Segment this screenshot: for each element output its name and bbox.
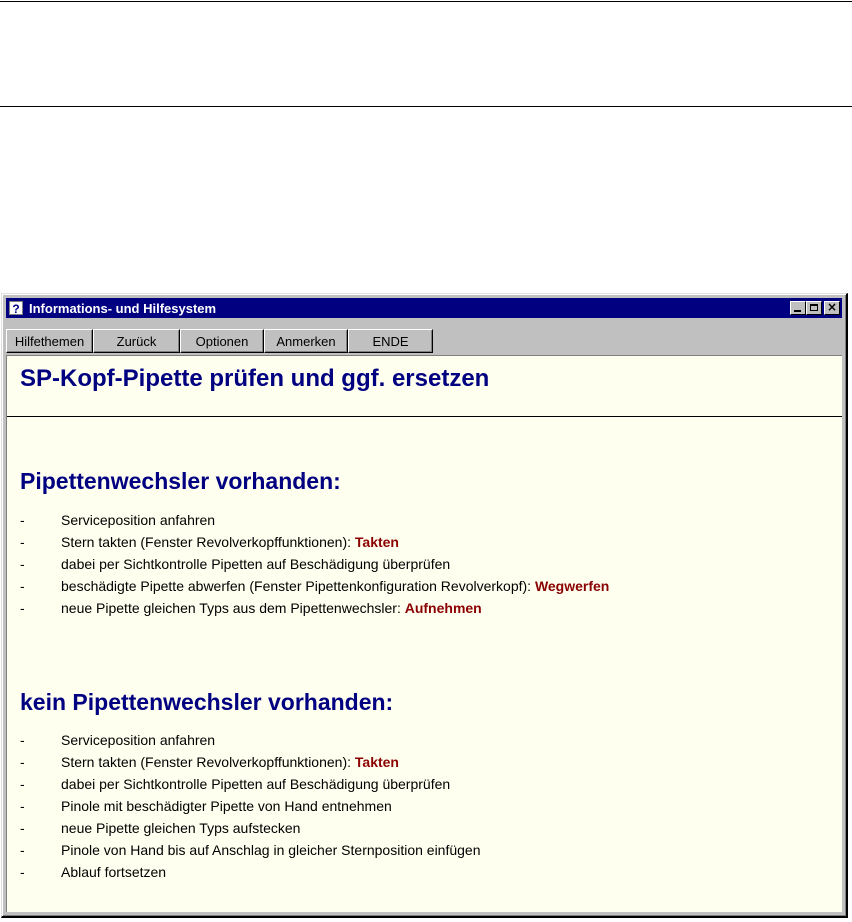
list-item: - Serviceposition anfahren	[20, 512, 216, 528]
section-title-without-changer: kein Pipettenwechsler vorhanden:	[20, 689, 394, 715]
list-item: - Stern takten (Fenster Revolverkopffunktionen): Takten	[20, 754, 399, 770]
menu-ende-button[interactable]: ENDE	[348, 329, 433, 353]
maximize-button[interactable]	[806, 301, 822, 315]
action-label-takten: Takten	[354, 754, 399, 770]
window-title: Informations- und Hilfesystem	[29, 300, 217, 316]
heading-area	[7, 356, 842, 417]
menu-optionen-button[interactable]: Optionen	[180, 329, 264, 353]
list-item: - Serviceposition anfahren	[20, 732, 216, 748]
list-item: - Stern takten (Fenster Revolverkopffunktionen): Takten	[20, 534, 399, 550]
section-title-with-changer: Pipettenwechsler vorhanden:	[20, 468, 341, 494]
window-controls	[790, 301, 840, 315]
action-label-wegwerfen: Wegwerfen	[534, 578, 610, 594]
page-title: SP-Kopf-Pipette prüfen und ggf. ersetzen	[20, 365, 490, 392]
minimize-icon	[794, 310, 801, 312]
steps-list-with-changer	[20, 509, 609, 619]
help-content[interactable]	[6, 355, 842, 912]
action-label-takten: Takten	[354, 534, 399, 550]
list-item: - Ablauf fortsetzen	[20, 864, 167, 880]
list-item: - neue Pipette gleichen Typs aus dem Pipettenwechsler: Aufnehmen	[20, 600, 482, 616]
bottom-divider	[0, 106, 852, 107]
menu-zurueck-button[interactable]: Zurück	[93, 329, 180, 353]
list-item: - neue Pipette gleichen Typs aufstecken	[20, 820, 301, 836]
menu-anmerken-button[interactable]: Anmerken	[264, 329, 348, 353]
menu-bar	[6, 329, 433, 353]
steps-list-without-changer	[20, 729, 481, 883]
list-item: - dabei per Sichtkontrolle Pipetten auf Beschädigung überprüfen	[20, 556, 451, 572]
list-item: - Pinole von Hand bis auf Anschlag in gleicher Sternposition einfügen	[20, 842, 481, 858]
top-divider	[0, 1, 852, 2]
close-button[interactable]	[824, 301, 840, 315]
help-question-icon[interactable]: ?	[9, 301, 23, 315]
list-item: - dabei per Sichtkontrolle Pipetten auf Beschädigung überprüfen	[20, 776, 451, 792]
close-icon: ×	[826, 300, 838, 314]
list-item: - beschädigte Pipette abwerfen (Fenster Pipettenkonfiguration Revolverkopf): Wegwerfen	[20, 578, 610, 594]
list-item: - Pinole mit beschädigter Pipette von Hand entnehmen	[20, 798, 392, 814]
minimize-button[interactable]	[790, 301, 806, 315]
maximize-icon	[810, 304, 818, 311]
help-window	[1, 293, 848, 918]
title-bar[interactable]	[6, 298, 842, 318]
action-label-aufnehmen: Aufnehmen	[404, 600, 482, 616]
menu-hilfethemen-button[interactable]: Hilfethemen	[6, 329, 93, 353]
